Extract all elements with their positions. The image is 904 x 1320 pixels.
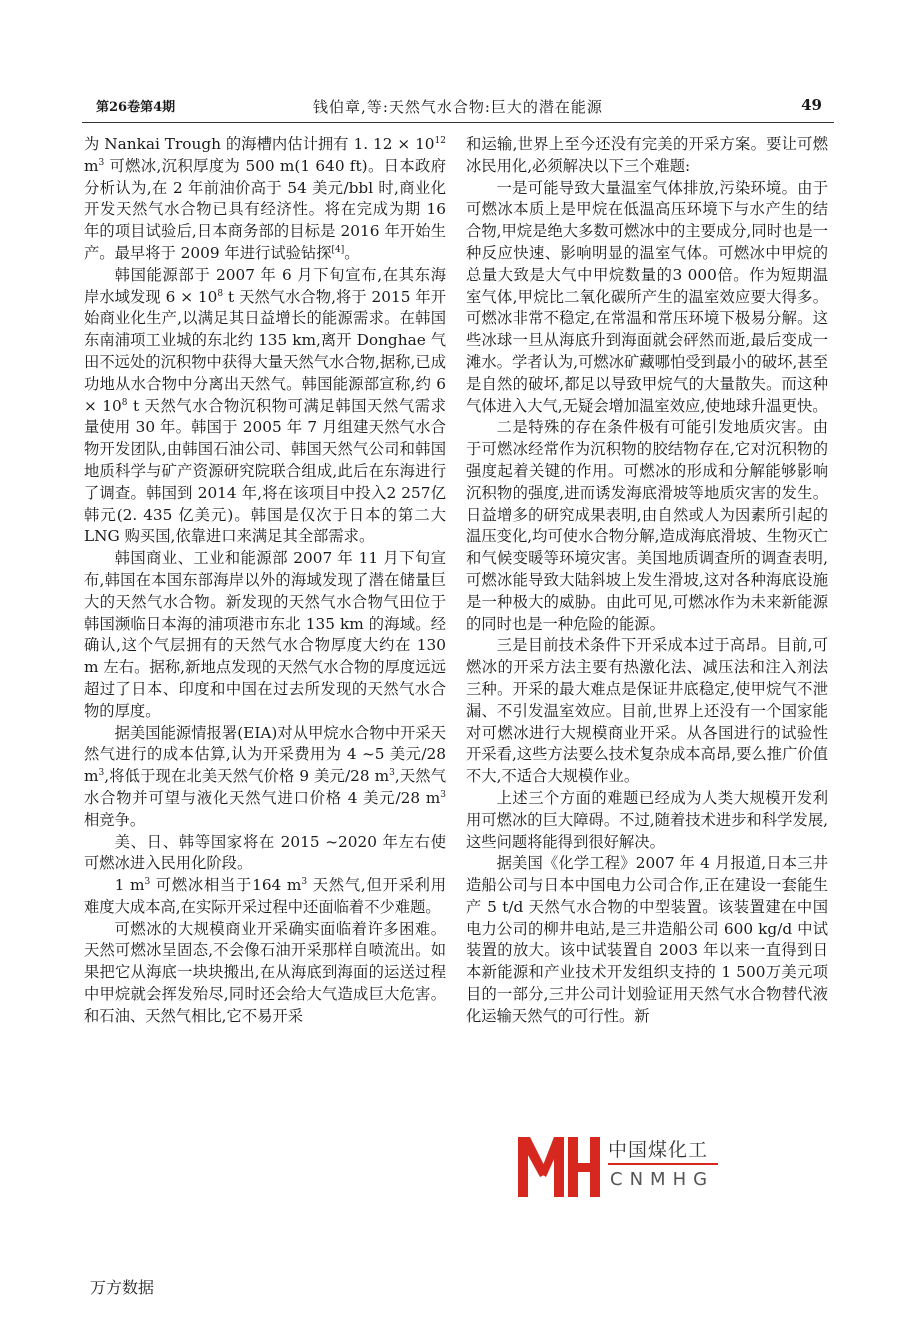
paragraph: 一是可能导致大量温室气体排放,污染环境。由于可燃冰本质上是甲烷在低温高压环境下与水产生的结合物,甲烷是绝大多数可燃冰中的主要成分,同时也是一种反应快速、影响明显的温室气体。可燃冰中甲烷的总量大致是大气中甲烷数量的3 000倍。作为短期温室气体,甲烷比二氧化碳所产生的温室效应要大得多。可燃冰非常不稳定,在常温和常压环境下极易分解。这些冰球一旦从海底升到海面就会砰然而逝,最后变成一滩水。学者认为,可燃冰矿藏哪怕受到最小的破坏,甚至是自然的破坏,都足以导致甲烷气的大量散失。而这种气体进入大气,无疑会增加温室效应,使地球升温更快。 (466, 178, 828, 415)
paragraph: 韩国能源部于 2007 年 6 月下旬宣布,在其东海岸水域发现 $6 \times 10^8$ t 天然气水合物,将于 2015 年开始商业化生产,以满足其日益增长的能源需求。在韩国东南浦项工业城的东北约 135 km,离开 Donghae 气田不远处的沉积物中获得大量天然气水合物,据称,已成功地从水合物中分离出天然气。韩国能源部宣称,约 $6 \times 10^8$ t 天然气水合物沉积物可满足韩国天然气需求量使用 30 年。韩国于 2005 年 7 月组建天然气水合物开发团队,由韩国石油公司、韩国天然气公司和韩国地质科学与矿产资源研究院联合组成,此后在东海进行了调查。韩国到 2014 年,将在该项目中投入2 257亿韩元(2. 435 亿美元)。韩国是仅次于日本的第二大 LNG 购买国,依靠进口来满足其全部需求。 (84, 265, 447, 546)
paragraph: 可燃冰的大规模商业开采确实面临着许多困难。天然可燃冰呈固态,不会像石油开采那样自喷流出。如果把它从海底一块块搬出,在从海底到海面的运送过程中甲烷就会挥发殆尽,同时还会给大气造成巨大危害。和石油、天然气相比,它不易开采 (84, 919, 446, 1025)
paragraph: 三是目前技术条件下开采成本过于高昂。目前,可燃冰的开采方法主要有热激化法、减压法和注入剂法三种。开采的最大难点是保证井底稳定,使甲烷气不泄漏、不引发温室效应。目前,世界上还没有一个国家能对可燃冰进行大规模商业开采。从各国进行的试验性开采看,这些方法要么技术复杂成本高昂,要么推广价值不大,不适合大规模作业。 (466, 636, 828, 786)
paragraph: 据美国能源情报署(EIA)对从甲烷水合物中开采天然气进行的成本估算,认为开采费用为 4 ~5 美元/28 $m^3$,将低于现在北美天然气价格 9 美元/28 $m^3$,天然气水合物并可望与液化天然气进口价格 4 美元/28 $m^3$ 相竞争。 (84, 723, 446, 829)
source-footer: 万方数据 (90, 1278, 155, 1297)
watermark-logo (518, 1133, 718, 1197)
running-title: 钱伯章,等:天然气水合物:巨大的潜在能源 (313, 98, 603, 116)
paragraph: 上述三个方面的难题已经成为人类大规模开发利用可燃冰的巨大障碍。不过,随着技术进步和科学发展,这些问题将能得到很好解决。 (466, 788, 828, 851)
paragraph: 为 Nankai Trough 的海槽内估计拥有 1. $12 \times 10^{12}$ $m^3$ 可燃冰,沉积厚度为 500 m(1 640 ft)。日本政府分析认为,在 2 年前油价高于 54 美元/bbl 时,商业化开发天然气水合物已具有经济性。将在完成为期 16 年的项目试验后,日本商务部的目标是 2016 年开始生产。最早将于 2009 年进行试验钻探[4]。 (84, 135, 446, 262)
paragraph: 和运输,世界上至今还没有完美的开采方案。要让可燃冰民用化,必须解决以下三个难题: (466, 135, 828, 175)
paragraph: 二是特殊的存在条件极有可能引发地质灾害。由于可燃冰经常作为沉积物的胶结物存在,它对沉积物的强度起着关键的作用。可燃冰的形成和分解能够影响沉积物的强度,进而诱发海底滑坡等地质灾害的发生。日益增多的研究成果表明,由自然或人为因素所引起的温压变化,均可使水合物分解,造成海底滑坡、生物灭亡和气候变暖等环境灾害。美国地质调查所的调查表明,可燃冰能导致大陆斜坡上发生滑坡,这对各种海底设施是一种极大的威胁。由此可见,可燃冰作为未来新能源的同时也是一种危险的能源。 (466, 418, 828, 633)
paragraph: 1 $m^3$ 可燃冰相当于164 $m^3$ 天然气,但开采利用难度大成本高,在实际开采过程中还面临着不少难题。 (84, 876, 446, 916)
page-number: 49 (801, 96, 822, 114)
watermark-name-en: CNMHG (610, 1169, 715, 1190)
paragraph: 据美国《化学工程》2007 年 4 月报道,日本三井造船公司与日本中国电力公司合作,正在建设一套能生产 5 t/d 天然气水合物的中型装置。该装置建在中国电力公司的柳井电站,是三井造船公司 600 kg/d 中试装置的放大。该中试装置自 2003 年以来一直得到日本新能源和产业技术开发组织支持的 1 500万美元项目的一部分,三井公司计划验证用天然气水合物替代液化运输天然气的可行性。新 (466, 854, 828, 1025)
issue-label: 第26卷第4期 (96, 100, 176, 115)
paragraph: 韩国商业、工业和能源部 2007 年 11 月下旬宣布,韩国在本国东部海岸以外的海域发现了潜在储量巨大的天然气水合物。新发现的天然气水合物气田位于韩国濒临日本海的浦项港市东北 135 km 的海域。经确认,这个气层拥有的天然气水合物厚度大约在 130 m 左右。据称,新地点发现的天然气水合物的厚度远远超过了日本、印度和中国在过去所发现的天然气水合物的厚度。 (84, 549, 446, 720)
left-column (84, 134, 446, 1028)
running-header (88, 96, 828, 120)
header-rule (82, 122, 834, 123)
citation-ref: [4] (331, 244, 345, 255)
paragraph: 美、日、韩等国家将在 2015 ~2020 年左右使可燃冰进入民用化阶段。 (84, 832, 446, 873)
mh-logo-icon (518, 1133, 600, 1197)
watermark-name-cn: 中国煤化工 (608, 1139, 709, 1161)
right-column (466, 134, 828, 1028)
watermark-divider (608, 1163, 718, 1165)
